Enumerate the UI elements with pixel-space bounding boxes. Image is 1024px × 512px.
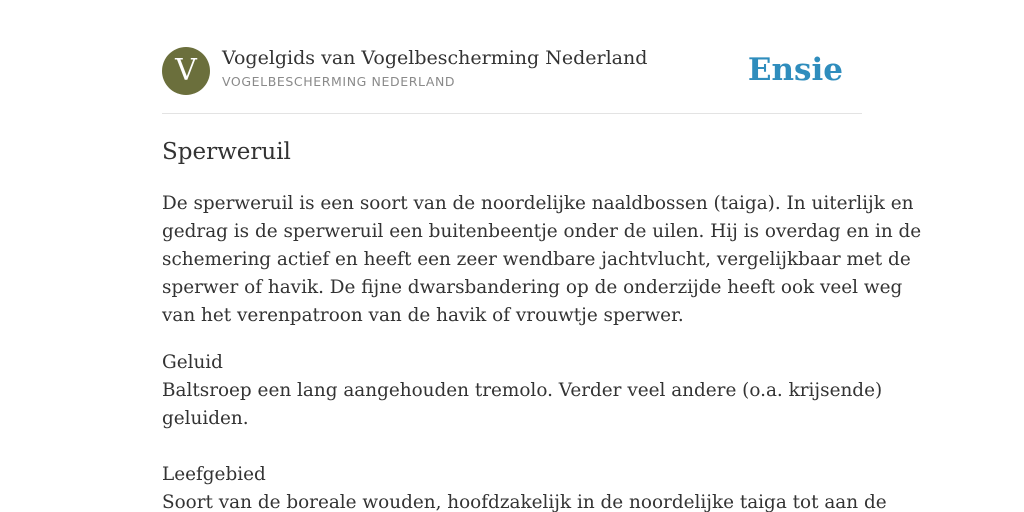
publication-title[interactable]: Vogelgids van Vogelbescherming Nederland — [222, 47, 648, 69]
section-heading-leefgebied: Leefgebied — [162, 464, 266, 485]
publication-subtitle[interactable]: VOGELBESCHERMING NEDERLAND — [222, 74, 456, 89]
section-text-line: Baltsroep een lang aangehouden tremolo. Verder veel andere (o.a. krijsende) — [162, 380, 883, 401]
paragraph-line: van het verenpatroon van de havik of vrouwtje sperwer. — [162, 305, 684, 326]
page-container — [162, 0, 922, 512]
section-text-line: Soort van de boreale wouden, hoofdzakelijk in de noordelijke taiga tot aan de — [162, 492, 887, 512]
paragraph-line: schemering actief en heeft een zeer wendbare jachtvlucht, vergelijkbaar met de — [162, 249, 911, 270]
paragraph-line: sperwer of havik. De fijne dwarsbandering op de onderzijde heeft ook veel weg — [162, 277, 903, 298]
article-sections — [162, 349, 887, 512]
paragraph-line: gedrag is de sperweruil een buitenbeentje onder de uilen. Hij is overdag en in de — [162, 221, 922, 242]
publication-header — [162, 0, 862, 114]
article-intro-paragraph — [162, 190, 922, 330]
paragraph-line: De sperweruil is een soort van de noordelijke naaldbossen (taiga). In uiterlijk en — [162, 193, 914, 214]
section-text-line: geluiden. — [162, 408, 249, 429]
article-title: Sperweruil — [162, 139, 291, 165]
publication-avatar[interactable]: V — [162, 47, 210, 95]
section-heading-geluid: Geluid — [162, 352, 223, 373]
ensie-logo[interactable]: Ensie — [747, 52, 843, 88]
section-spacer — [162, 433, 862, 461]
